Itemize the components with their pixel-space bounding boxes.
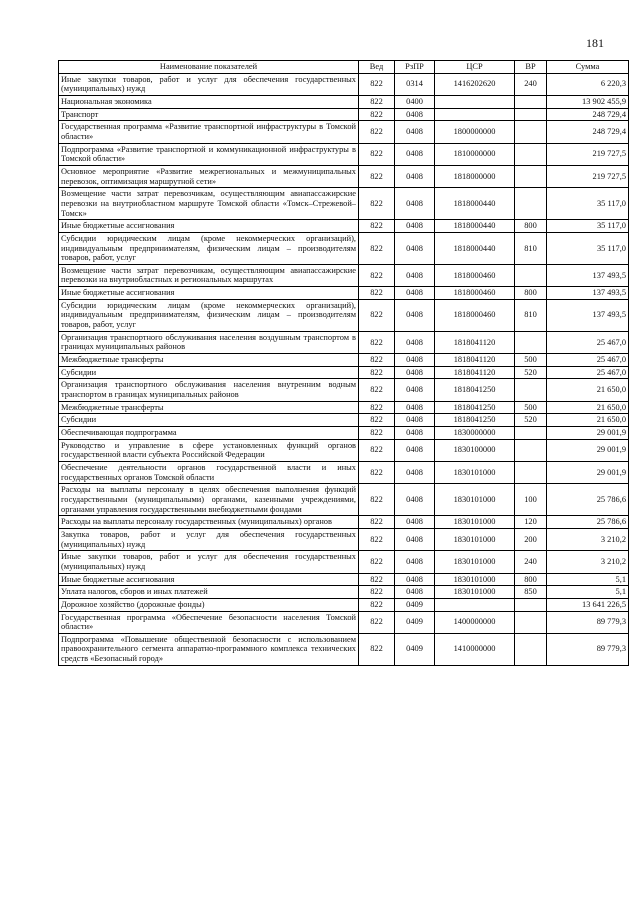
cell-vr: 100 bbox=[515, 484, 547, 516]
cell-name: Субсидии bbox=[59, 414, 359, 427]
cell-name: Государственная программа «Обеспечение безопасности населения Томской области» bbox=[59, 611, 359, 633]
cell-vr bbox=[515, 427, 547, 440]
cell-sum: 219 727,5 bbox=[547, 143, 629, 165]
cell-vr bbox=[515, 633, 547, 665]
cell-rzpr: 0408 bbox=[395, 401, 435, 414]
cell-vr bbox=[515, 461, 547, 483]
cell-ved: 822 bbox=[359, 461, 395, 483]
table-row bbox=[59, 401, 629, 414]
cell-name: Организация транспортного обслуживания населения воздушным транспортом в границах муниципальных районов bbox=[59, 331, 359, 353]
cell-name: Иные закупки товаров, работ и услуг для обеспечения государственных (муниципальных) нужд bbox=[59, 73, 359, 95]
cell-csr: 1830101000 bbox=[435, 484, 515, 516]
header-rzpr: РзПР bbox=[395, 61, 435, 74]
cell-ved: 822 bbox=[359, 121, 395, 143]
cell-name: Руководство и управление в сфере установленных функций органов государственной власти субъекта Российской Федерации bbox=[59, 439, 359, 461]
cell-vr bbox=[515, 379, 547, 401]
cell-sum: 13 641 226,5 bbox=[547, 598, 629, 611]
cell-name: Уплата налогов, сборов и иных платежей bbox=[59, 586, 359, 599]
cell-csr: 1416202620 bbox=[435, 73, 515, 95]
cell-rzpr: 0408 bbox=[395, 366, 435, 379]
cell-vr bbox=[515, 611, 547, 633]
cell-ved: 822 bbox=[359, 287, 395, 300]
cell-csr: 1818041120 bbox=[435, 354, 515, 367]
cell-name: Обеспечение деятельности органов государственной власти и иных государственных органов Томской области bbox=[59, 461, 359, 483]
cell-ved: 822 bbox=[359, 165, 395, 187]
table-row bbox=[59, 484, 629, 516]
cell-csr: 1830101000 bbox=[435, 586, 515, 599]
cell-ved: 822 bbox=[359, 188, 395, 220]
cell-name: Расходы на выплаты персоналу государственных (муниципальных) органов bbox=[59, 516, 359, 529]
cell-sum: 21 650,0 bbox=[547, 401, 629, 414]
cell-rzpr: 0408 bbox=[395, 299, 435, 331]
cell-csr: 1830100000 bbox=[435, 439, 515, 461]
cell-csr: 1818000460 bbox=[435, 299, 515, 331]
cell-sum: 3 210,2 bbox=[547, 528, 629, 550]
cell-name: Иные закупки товаров, работ и услуг для обеспечения государственных (муниципальных) нужд bbox=[59, 551, 359, 573]
cell-ved: 822 bbox=[359, 439, 395, 461]
cell-ved: 822 bbox=[359, 354, 395, 367]
table-row bbox=[59, 611, 629, 633]
cell-rzpr: 0408 bbox=[395, 165, 435, 187]
table-row bbox=[59, 573, 629, 586]
header-vr: ВР bbox=[515, 61, 547, 74]
cell-ved: 822 bbox=[359, 528, 395, 550]
cell-rzpr: 0400 bbox=[395, 95, 435, 108]
cell-ved: 822 bbox=[359, 220, 395, 233]
cell-name: Транспорт bbox=[59, 108, 359, 121]
cell-ved: 822 bbox=[359, 401, 395, 414]
cell-sum: 6 220,3 bbox=[547, 73, 629, 95]
cell-csr: 1818000460 bbox=[435, 287, 515, 300]
table-row bbox=[59, 299, 629, 331]
cell-ved: 822 bbox=[359, 598, 395, 611]
cell-rzpr: 0408 bbox=[395, 427, 435, 440]
cell-sum: 5,1 bbox=[547, 586, 629, 599]
cell-rzpr: 0408 bbox=[395, 188, 435, 220]
cell-name: Межбюджетные трансферты bbox=[59, 401, 359, 414]
cell-sum: 35 117,0 bbox=[547, 232, 629, 264]
cell-ved: 822 bbox=[359, 143, 395, 165]
cell-csr: 1830101000 bbox=[435, 528, 515, 550]
cell-vr: 500 bbox=[515, 354, 547, 367]
cell-name: Расходы на выплаты персоналу в целях обеспечения выполнения функций государственными (муниципальными) органами, казенными учреждениями, органами управления государственными внебюджетными фондами bbox=[59, 484, 359, 516]
cell-ved: 822 bbox=[359, 551, 395, 573]
cell-vr bbox=[515, 121, 547, 143]
cell-sum: 29 001,9 bbox=[547, 439, 629, 461]
cell-vr: 520 bbox=[515, 366, 547, 379]
cell-name: Национальная экономика bbox=[59, 95, 359, 108]
cell-rzpr: 0408 bbox=[395, 331, 435, 353]
table-row bbox=[59, 551, 629, 573]
cell-rzpr: 0314 bbox=[395, 73, 435, 95]
cell-sum: 25 467,0 bbox=[547, 366, 629, 379]
table-row bbox=[59, 73, 629, 95]
cell-ved: 822 bbox=[359, 108, 395, 121]
cell-name: Подпрограмма «Развитие транспортной и коммуникационной инфраструктуры в Томской области» bbox=[59, 143, 359, 165]
cell-vr: 850 bbox=[515, 586, 547, 599]
cell-rzpr: 0408 bbox=[395, 379, 435, 401]
header-csr: ЦСР bbox=[435, 61, 515, 74]
cell-csr bbox=[435, 598, 515, 611]
cell-ved: 822 bbox=[359, 95, 395, 108]
table-row bbox=[59, 633, 629, 665]
cell-sum: 13 902 455,9 bbox=[547, 95, 629, 108]
cell-sum: 29 001,9 bbox=[547, 427, 629, 440]
cell-name: Иные бюджетные ассигнования bbox=[59, 287, 359, 300]
cell-sum: 248 729,4 bbox=[547, 121, 629, 143]
cell-ved: 822 bbox=[359, 611, 395, 633]
cell-name: Государственная программа «Развитие транспортной инфраструктуры в Томской области» bbox=[59, 121, 359, 143]
cell-rzpr: 0409 bbox=[395, 611, 435, 633]
cell-rzpr: 0408 bbox=[395, 143, 435, 165]
cell-sum: 21 650,0 bbox=[547, 414, 629, 427]
cell-rzpr: 0408 bbox=[395, 516, 435, 529]
table-header-row bbox=[59, 61, 629, 74]
cell-vr: 810 bbox=[515, 232, 547, 264]
cell-name: Субсидии bbox=[59, 366, 359, 379]
table-row bbox=[59, 108, 629, 121]
cell-vr bbox=[515, 598, 547, 611]
cell-csr: 1818041120 bbox=[435, 366, 515, 379]
cell-rzpr: 0408 bbox=[395, 121, 435, 143]
cell-ved: 822 bbox=[359, 573, 395, 586]
cell-csr: 1818041250 bbox=[435, 401, 515, 414]
cell-rzpr: 0408 bbox=[395, 439, 435, 461]
cell-sum: 137 493,5 bbox=[547, 287, 629, 300]
cell-csr: 1818000000 bbox=[435, 165, 515, 187]
table-row bbox=[59, 461, 629, 483]
cell-ved: 822 bbox=[359, 379, 395, 401]
cell-sum: 25 786,6 bbox=[547, 484, 629, 516]
table-row bbox=[59, 354, 629, 367]
cell-rzpr: 0408 bbox=[395, 287, 435, 300]
cell-ved: 822 bbox=[359, 414, 395, 427]
cell-sum: 137 493,5 bbox=[547, 299, 629, 331]
cell-rzpr: 0408 bbox=[395, 108, 435, 121]
cell-ved: 822 bbox=[359, 586, 395, 599]
cell-name: Иные бюджетные ассигнования bbox=[59, 573, 359, 586]
table-row bbox=[59, 586, 629, 599]
cell-ved: 822 bbox=[359, 633, 395, 665]
cell-name: Возмещение части затрат перевозчикам, осуществляющим авиапассажирские перевозки на внутриобластных и региональных маршрутах bbox=[59, 264, 359, 286]
cell-sum: 3 210,2 bbox=[547, 551, 629, 573]
cell-csr: 1818000440 bbox=[435, 188, 515, 220]
cell-ved: 822 bbox=[359, 484, 395, 516]
cell-name: Организация транспортного обслуживания населения внутренним водным транспортом в границах муниципальных районов bbox=[59, 379, 359, 401]
cell-csr: 1830101000 bbox=[435, 573, 515, 586]
cell-name: Иные бюджетные ассигнования bbox=[59, 220, 359, 233]
table-row bbox=[59, 188, 629, 220]
cell-csr: 1818000440 bbox=[435, 232, 515, 264]
cell-vr: 520 bbox=[515, 414, 547, 427]
table-row bbox=[59, 427, 629, 440]
cell-vr bbox=[515, 143, 547, 165]
table-row bbox=[59, 232, 629, 264]
cell-vr: 240 bbox=[515, 551, 547, 573]
cell-csr: 1830101000 bbox=[435, 461, 515, 483]
cell-ved: 822 bbox=[359, 264, 395, 286]
table-row bbox=[59, 516, 629, 529]
cell-ved: 822 bbox=[359, 232, 395, 264]
cell-csr: 1810000000 bbox=[435, 143, 515, 165]
cell-rzpr: 0408 bbox=[395, 551, 435, 573]
table-row bbox=[59, 220, 629, 233]
cell-ved: 822 bbox=[359, 516, 395, 529]
table-row bbox=[59, 598, 629, 611]
cell-rzpr: 0408 bbox=[395, 484, 435, 516]
cell-sum: 137 493,5 bbox=[547, 264, 629, 286]
cell-sum: 25 467,0 bbox=[547, 354, 629, 367]
cell-ved: 822 bbox=[359, 331, 395, 353]
cell-csr: 1410000000 bbox=[435, 633, 515, 665]
cell-csr: 1818041250 bbox=[435, 379, 515, 401]
cell-vr: 800 bbox=[515, 220, 547, 233]
cell-vr: 240 bbox=[515, 73, 547, 95]
cell-name: Закупка товаров, работ и услуг для обеспечения государственных (муниципальных) нужд bbox=[59, 528, 359, 550]
header-ved: Вед bbox=[359, 61, 395, 74]
cell-csr bbox=[435, 108, 515, 121]
cell-csr: 1818041250 bbox=[435, 414, 515, 427]
cell-sum: 35 117,0 bbox=[547, 188, 629, 220]
cell-rzpr: 0409 bbox=[395, 633, 435, 665]
page-number: 181 bbox=[586, 36, 604, 50]
cell-vr bbox=[515, 188, 547, 220]
cell-name: Дорожное хозяйство (дорожные фонды) bbox=[59, 598, 359, 611]
cell-rzpr: 0408 bbox=[395, 573, 435, 586]
cell-sum: 25 467,0 bbox=[547, 331, 629, 353]
cell-rzpr: 0408 bbox=[395, 354, 435, 367]
cell-csr: 1830101000 bbox=[435, 516, 515, 529]
cell-sum: 35 117,0 bbox=[547, 220, 629, 233]
cell-vr bbox=[515, 439, 547, 461]
cell-rzpr: 0408 bbox=[395, 586, 435, 599]
table-row bbox=[59, 165, 629, 187]
cell-csr: 1830000000 bbox=[435, 427, 515, 440]
table-row bbox=[59, 331, 629, 353]
cell-sum: 89 779,3 bbox=[547, 611, 629, 633]
table-row bbox=[59, 528, 629, 550]
cell-name: Межбюджетные трансферты bbox=[59, 354, 359, 367]
cell-rzpr: 0408 bbox=[395, 220, 435, 233]
cell-ved: 822 bbox=[359, 366, 395, 379]
cell-ved: 822 bbox=[359, 73, 395, 95]
cell-rzpr: 0408 bbox=[395, 461, 435, 483]
cell-csr: 1800000000 bbox=[435, 121, 515, 143]
cell-vr bbox=[515, 108, 547, 121]
cell-rzpr: 0408 bbox=[395, 232, 435, 264]
table-row bbox=[59, 439, 629, 461]
cell-name: Субсидии юридическим лицам (кроме некоммерческих организаций), индивидуальным предпринимателям, физическим лицам – производителям товаров, работ, услуг bbox=[59, 232, 359, 264]
table-row bbox=[59, 287, 629, 300]
cell-ved: 822 bbox=[359, 427, 395, 440]
cell-name: Основное мероприятие «Развитие межрегиональных и межмуниципальных перевозок, оптимизация маршрутной сети» bbox=[59, 165, 359, 187]
header-sum: Сумма bbox=[547, 61, 629, 74]
cell-rzpr: 0408 bbox=[395, 264, 435, 286]
cell-vr bbox=[515, 165, 547, 187]
cell-rzpr: 0408 bbox=[395, 528, 435, 550]
cell-vr bbox=[515, 264, 547, 286]
table-row bbox=[59, 414, 629, 427]
cell-vr: 120 bbox=[515, 516, 547, 529]
table-row bbox=[59, 143, 629, 165]
cell-sum: 89 779,3 bbox=[547, 633, 629, 665]
cell-vr: 800 bbox=[515, 573, 547, 586]
cell-name: Возмещение части затрат перевозчикам, осуществляющим авиапассажирские перевозки на внутриобластном маршруте Томской области «Томск–Стрежевой–Томск» bbox=[59, 188, 359, 220]
cell-vr: 500 bbox=[515, 401, 547, 414]
cell-csr: 1830101000 bbox=[435, 551, 515, 573]
cell-csr: 1818000440 bbox=[435, 220, 515, 233]
cell-name: Субсидии юридическим лицам (кроме некоммерческих организаций), индивидуальным предпринимателям, физическим лицам – производителям товаров, работ, услуг bbox=[59, 299, 359, 331]
cell-sum: 219 727,5 bbox=[547, 165, 629, 187]
table-row bbox=[59, 121, 629, 143]
cell-sum: 25 786,6 bbox=[547, 516, 629, 529]
cell-vr: 200 bbox=[515, 528, 547, 550]
cell-ved: 822 bbox=[359, 299, 395, 331]
cell-csr: 1400000000 bbox=[435, 611, 515, 633]
cell-name: Обеспечивающая подпрограмма bbox=[59, 427, 359, 440]
cell-sum: 21 650,0 bbox=[547, 379, 629, 401]
cell-csr: 1818000460 bbox=[435, 264, 515, 286]
cell-vr bbox=[515, 331, 547, 353]
cell-csr bbox=[435, 95, 515, 108]
cell-sum: 5,1 bbox=[547, 573, 629, 586]
header-name: Наименование показателей bbox=[59, 61, 359, 74]
cell-rzpr: 0409 bbox=[395, 598, 435, 611]
cell-csr: 1818041120 bbox=[435, 331, 515, 353]
cell-vr bbox=[515, 95, 547, 108]
table-row bbox=[59, 264, 629, 286]
table-row bbox=[59, 366, 629, 379]
cell-rzpr: 0408 bbox=[395, 414, 435, 427]
cell-sum: 248 729,4 bbox=[547, 108, 629, 121]
cell-sum: 29 001,9 bbox=[547, 461, 629, 483]
cell-vr: 800 bbox=[515, 287, 547, 300]
cell-vr: 810 bbox=[515, 299, 547, 331]
table-row bbox=[59, 379, 629, 401]
cell-name: Подпрограмма «Повышение общественной безопасности с использованием правоохранительного сегмента аппаратно-программного комплекса технических средств «Безопасный город» bbox=[59, 633, 359, 665]
budget-table bbox=[58, 60, 629, 666]
table-row bbox=[59, 95, 629, 108]
